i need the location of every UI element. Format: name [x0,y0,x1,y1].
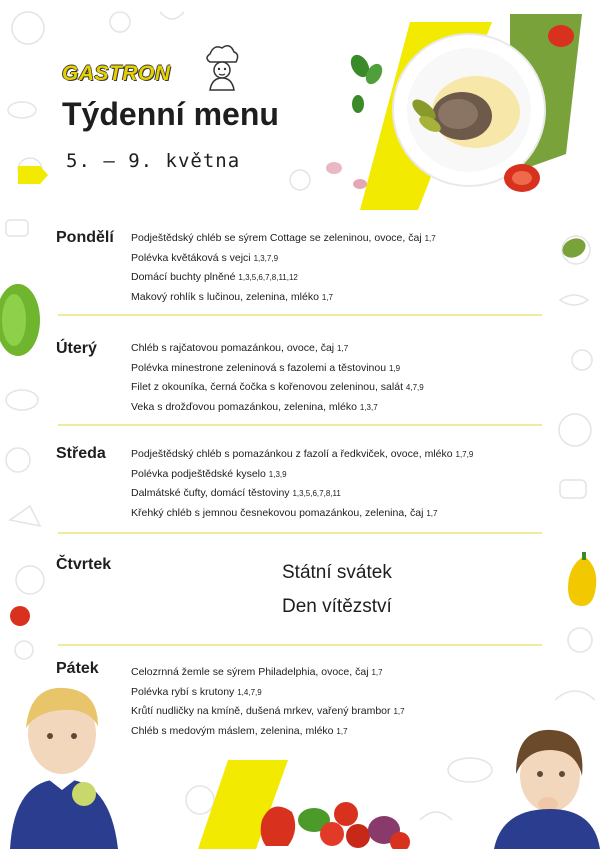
menu-item: Polévka minestrone zeleninová s fazolemi a těstovinou 1,9 [131,361,401,374]
menu-item: Domácí buchty plněné 1,3,5,6,7,8,11,12 [131,271,298,283]
garlic-icon [322,156,372,196]
menu-items-tuesday [131,339,424,417]
day-friday: Pátek [56,660,99,677]
date-range: 5. – 9. května [66,150,241,172]
menu-item: Filet z okouníka, černá čočka s kořenovou zeleninou, salát 4,7,9 [131,381,424,393]
menu-items-friday [131,663,405,741]
yellow-pepper-icon [566,552,600,610]
vegetables-image [258,790,412,849]
menu-item: Chléb s rajčatovou pomazánkou, ovoce, čaj 1,7 [131,342,349,354]
separator-line [58,424,542,426]
separator-line [58,314,542,316]
tomato-icon [8,604,32,628]
menu-item: Polévka rybí s krutony 1,4,7,9 [131,685,262,698]
lettuce-icon [0,280,44,360]
menu-item: Podještědský chléb s pomazánkou z fazolí a ředkviček, ovoce, mléko 1,7,9 [131,448,474,460]
menu-item: Podještědský chléb se sýrem Cottage se zeleninou, ovoce, čaj 1,7 [131,232,436,244]
tomato-icon [546,22,576,48]
chef-mascot-icon [200,44,244,92]
menu-item: Chléb s medovým máslem, zelenina, mléko 1,7 [131,724,348,737]
menu-item: Veka s drožďovou pomazánkou, zelenina, mléko 1,3,7 [131,400,378,413]
separator-line [58,644,542,646]
basil-leaves-icon [346,52,386,122]
child-girl-image [470,724,600,849]
holiday-name: Den vítězství [282,596,392,617]
menu-item: Dalmátské čufty, domácí těstoviny 1,3,5,6,7,8,11 [131,487,341,499]
menu-items-wednesday [131,445,473,523]
day-wednesday: Středa [56,445,106,462]
day-tuesday: Úterý [56,340,97,357]
tomato-slice-icon [500,160,544,196]
menu-item: Celozrnná žemle se sýrem Philadelphia, ovoce, čaj 1,7 [131,666,383,678]
day-thursday: Čtvrtek [56,556,112,573]
child-boy-image [0,684,140,849]
holiday-label: Státní svátek [282,562,392,583]
gastron-logo: GASTRON [62,62,171,85]
menu-items-monday [131,229,436,307]
menu-item: Křehký chléb s jemnou česnekovou pomazánkou, zelenina, čaj 1,7 [131,506,438,519]
separator-line [58,532,542,534]
menu-item: Makový rohlík s lučinou, zelenina, mléko 1,7 [131,290,333,303]
page-title: Týdenní menu [62,96,279,132]
menu-item: Krůtí nudličky na kmíně, dušená mrkev, vařený brambor 1,7 [131,705,405,717]
menu-item: Polévka květáková s vejci 1,3,7,9 [131,251,279,264]
day-monday: Pondělí [56,229,114,246]
yellow-arrow-marker [18,166,48,184]
olive-icon [560,236,588,260]
menu-item: Polévka podještědské kyselo 1,3,9 [131,467,287,480]
